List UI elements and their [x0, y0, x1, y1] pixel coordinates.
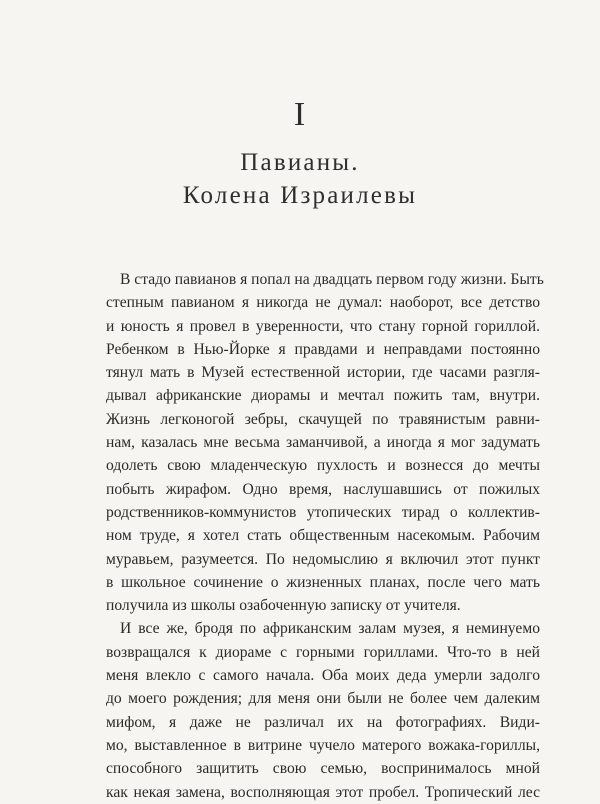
text-line: получила из школы озабоченную записку от учителя.: [106, 597, 461, 615]
text-line: возвращался к диораме с горными гориллами. Что-то в ней: [106, 643, 540, 661]
text-line: способного защитить свою семью, воспринималось мной: [106, 760, 540, 778]
text-line: нам, казалась мне весьма заманчивой, а иногда я мог задумать: [106, 434, 540, 452]
text-line: до моего рождения; для меня они были не более чем далеким: [106, 690, 540, 708]
chapter-title: [0, 146, 600, 212]
text-line: одолеть свою младенческую пухлость и вознесся до мечты: [106, 457, 540, 475]
text-line: тянул мать в Музей естественной истории, где часами разгля-: [106, 364, 540, 382]
body-text: [106, 268, 544, 804]
text-line: В стадо павианов я попал на двадцать первом году жизни. Быть: [120, 271, 544, 288]
text-line: Жизнь легконогой зебры, скачущей по травянистым равни-: [106, 410, 540, 428]
text-line: в школьное сочинение о жизненных планах, после чего мать: [106, 573, 540, 591]
text-line: Ребенком в Нью-Йорке я правдами и неправдами постоянно: [106, 340, 540, 358]
text-line: мифом, я даже не различал их на фотографиях. Види-: [106, 713, 540, 731]
text-line: и юность я провел в уверенности, что стану горной гориллой.: [106, 317, 540, 335]
text-line: степным павианом я никогда не думал: наоборот, все детство: [106, 294, 540, 312]
paragraph-1: [106, 268, 544, 617]
text-line: муравьем, разумеется. По недомыслию я включил этот пункт: [106, 550, 540, 568]
text-line: родственников-коммунистов утопических тирад о коллектив-: [106, 503, 540, 521]
text-line: ном труде, я хотел стать общественным насекомым. Рабочим: [106, 527, 540, 545]
text-line: как некая замена, восполняющая этот пробел. Тропический лес: [106, 783, 540, 801]
chapter-title-line-1: Павианы.: [240, 149, 360, 176]
text-line: дывал африканские диорамы и мечтал пожить там, внутри.: [106, 387, 540, 405]
text-line: меня влекло с самого начала. Оба моих деда умерли задолго: [106, 667, 540, 685]
paragraph-2: [106, 617, 540, 803]
chapter-title-line-2: Колена Израилевы: [182, 182, 418, 209]
chapter-number: I: [293, 96, 307, 133]
text-line: побыть жирафом. Одно время, наслушавшись от пожилых: [106, 480, 540, 498]
text-line: И все же, бродя по африканским залам музея, я неминуемо: [120, 620, 540, 638]
text-line: мо, выставленное в витрине чучело матерого вожака-гориллы,: [106, 736, 540, 754]
